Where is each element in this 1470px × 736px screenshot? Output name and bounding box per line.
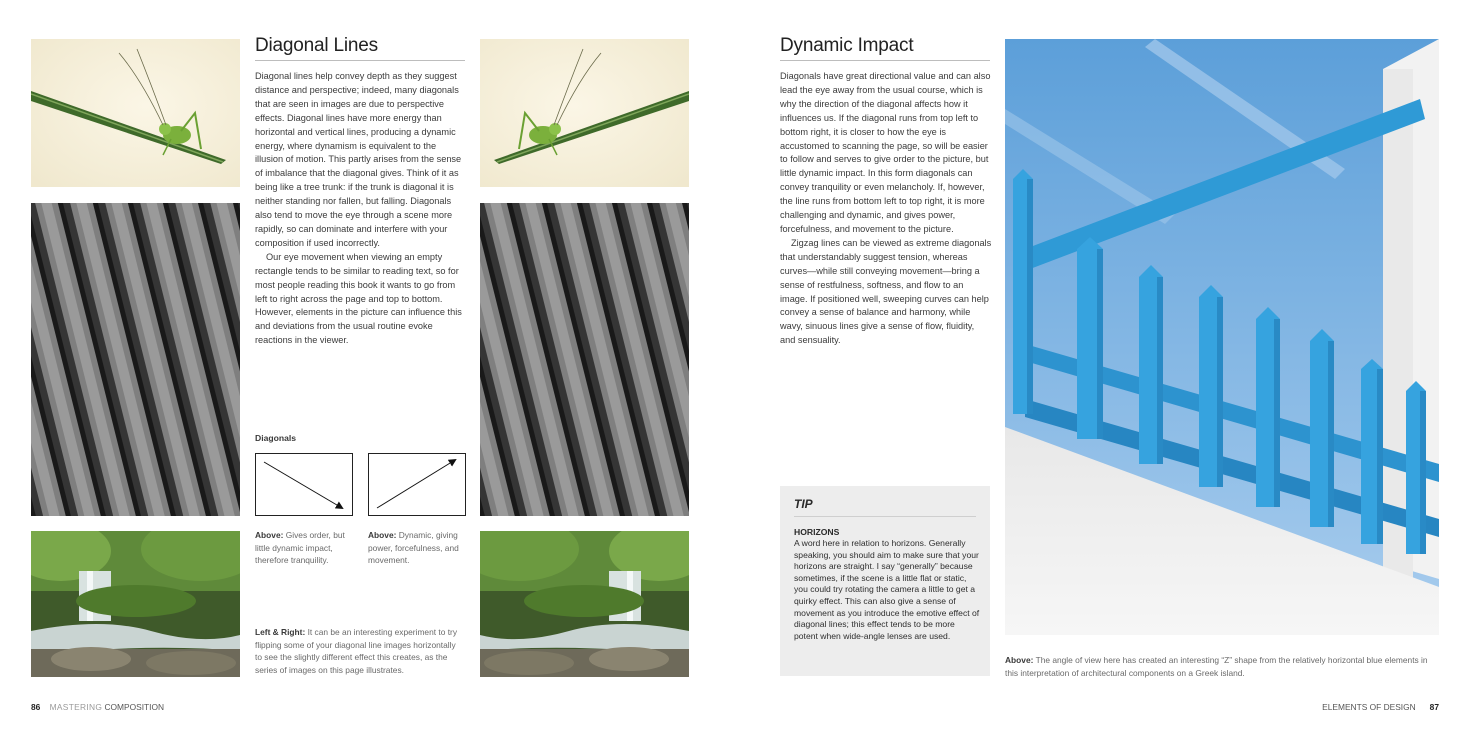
right-page-number: 87: [1429, 702, 1439, 712]
footer-book-title-light: MASTERING: [49, 702, 103, 712]
diagrams-title: Diagonals: [255, 433, 297, 443]
tip-body: A word here in relation to horizons. Generally speaking, you should aim to make sure that your horizons are straight. I say “generally” because sometimes, if the scene is a little flat or static, you could try rotating the camera a little to get a quirky effect. This can also give a sense of movement as you introduce the emotive effect of diagonal lines; this effect tends to be more potent when wide-angle lenses are used.: [794, 538, 980, 641]
diagonal-down-diagram: [255, 453, 353, 516]
rope-texture-photo: [31, 203, 240, 516]
left-paragraph-1: Diagonal lines help convey depth as they suggest distance and perspective; indeed, many diagonals that are seen in images are due to perspective effects. Diagonal lines have more energy than horizontal and vertical lines, producing a dynamic energy, where dynamism is equivalent to the illusion of motion. This partly arises from the sense of imbalance that the diagonal gives. Think of it as being like a tree trunk: if the trunk is diagonal it is neither standing nor fallen, but falling. Diagonals also tend to move the eye through a scene more rapidly, so can dominate and interfere with your composition if used incorrectly.: [255, 71, 462, 248]
right-paragraph-2: Zigzag lines can be viewed as extreme diagonals that understandably suggest tension, whereas curves—while still conveying movement—bring a sense of restfulness, softness, and flow to an image. If positioned well, sweeping curves can help convey a sense of balance and harmony, while wavy, sinuous lines give a sense of flow, fluidity, and sensuality.: [780, 237, 992, 346]
right-page-body: [780, 70, 992, 348]
tip-divider: [794, 516, 976, 517]
tip-heading: HORIZONS: [794, 527, 840, 537]
rope-texture-photo-flipped: [480, 203, 689, 516]
right-paragraph-1: Diagonals have great directional value and can also lead the eye away from the usual course, which is why the direction of the diagonal affects how it influences us. If the diagonal runs from top left to bottom right, it is closer to how the eye is accustomed to scanning the page, so will be easier to follow and serves to give order to the picture, but little dynamic impact. In this form diagonals can convey tranquility or even melancholy. If, however, the line runs from bottom left to top right, it is more challenging and dynamic, and gives power, forcefulness, and movement to the picture.: [780, 71, 991, 234]
grasshopper-photo-flipped: [480, 39, 689, 187]
waterfall-photo-flipped: [480, 531, 689, 677]
flip-caption: Left & Right: It can be an interesting experiment to try flipping some of your diagonal line images horizontally to see the slightly different effect this creates, as the series of images on this page illustrates.: [255, 627, 458, 675]
tip-box: [780, 486, 990, 676]
arrow-up-right-icon: [369, 454, 465, 515]
diagram-caption-left: Above: Gives order, but little dynamic impact, therefore tranquility.: [255, 530, 345, 565]
arrow-down-right-icon: [256, 454, 352, 515]
left-footer: [31, 702, 164, 712]
footer-book-title-dark: COMPOSITION: [104, 702, 165, 712]
right-footer: [1322, 702, 1439, 712]
footer-section-title: ELEMENTS OF DESIGN: [1322, 702, 1416, 712]
diagram-caption-right: Above: Dynamic, giving power, forcefulness, and movement.: [368, 530, 459, 565]
diagonal-up-diagram: [368, 453, 466, 516]
tip-title: TIP: [794, 497, 813, 511]
grasshopper-photo: [31, 39, 240, 187]
left-page-body: [255, 70, 463, 348]
left-page-title: Diagonal Lines: [255, 35, 465, 61]
left-paragraph-2: Our eye movement when viewing an empty rectangle tends to be similar to reading text, so for most people reading this book it wants to go from left to right across the page and top to bottom. However, elements in the picture can influence this and deviations from the usual routine evoke reactions in the viewer.: [255, 251, 462, 346]
left-page-number: 86: [31, 702, 41, 712]
blue-railing-photo: [1005, 39, 1439, 635]
right-page-title: Dynamic Impact: [780, 35, 990, 61]
waterfall-photo: [31, 531, 240, 677]
railing-photo-caption: Above: The angle of view here has created an interesting “Z” shape from the relatively horizontal blue elements in this interpretation of architectural components on a Greek island.: [1005, 655, 1428, 678]
